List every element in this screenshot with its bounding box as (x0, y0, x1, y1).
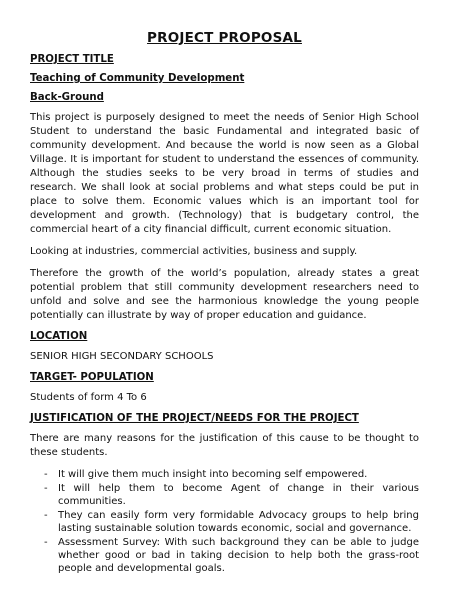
location-value: SENIOR HIGH SECONDARY SCHOOLS (30, 351, 214, 362)
list-item-text: Assessment Survey: With such background they can be able to judge whether good or bad in taking decision to help both the grass-root people and developmental goals. (58, 537, 419, 574)
list-item (44, 482, 419, 508)
background-heading: Back-Ground (30, 92, 104, 103)
background-paragraph-2: Looking at industries, commercial activities, business and supply. (30, 246, 358, 257)
document-title: PROJECT PROPOSAL (147, 30, 302, 46)
list-item-text: It will give them much insight into becoming self empowered. (58, 469, 368, 480)
list-item (44, 509, 419, 535)
bullet-marker: - (44, 510, 48, 521)
document-page (30, 30, 419, 576)
justification-list (30, 468, 419, 575)
justification-intro: There are many reasons for the justification of this cause to be thought to these students. (30, 433, 419, 458)
list-item (44, 468, 419, 481)
list-item (44, 536, 419, 575)
target-population-heading: TARGET- POPULATION (30, 372, 154, 383)
background-paragraph-1: This project is purposely designed to meet the needs of Senior High School Student to understand the basic Fundamental and integrated basic of community development. And because the world is now seen as a Global Village. It is important for student to understand the essences of community. Although the studies seeks to be very broad in terms of studies and research. We shall look at social problems and what steps could be put in place to solve them. Economic values which is an important tool for development and growth. (Technology) that is budgetary control, the commercial heart of a city financial difficult, current economic situation. (30, 112, 419, 235)
list-item-text: They can easily form very formidable Advocacy groups to help bring lasting sustainable solution towards economic, social and governance. (58, 510, 419, 534)
background-paragraph-3: Therefore the growth of the world’s population, already states a great potential problem that still community development researchers need to unfold and solve and see the harmonious knowledge the young people potentially can illustrate by way of proper education and guidance. (30, 268, 419, 321)
bullet-marker: - (44, 483, 48, 494)
location-heading: LOCATION (30, 331, 88, 342)
justification-heading: JUSTIFICATION OF THE PROJECT/NEEDS FOR THE PROJECT (30, 413, 359, 424)
bullet-marker: - (44, 469, 48, 480)
project-title-value: Teaching of Community Development (30, 73, 245, 84)
project-title-heading: PROJECT TITLE (30, 54, 114, 65)
list-item-text: It will help them to become Agent of change in their various communities. (58, 483, 419, 507)
target-population-value: Students of form 4 To 6 (30, 392, 147, 403)
bullet-marker: - (44, 537, 48, 548)
